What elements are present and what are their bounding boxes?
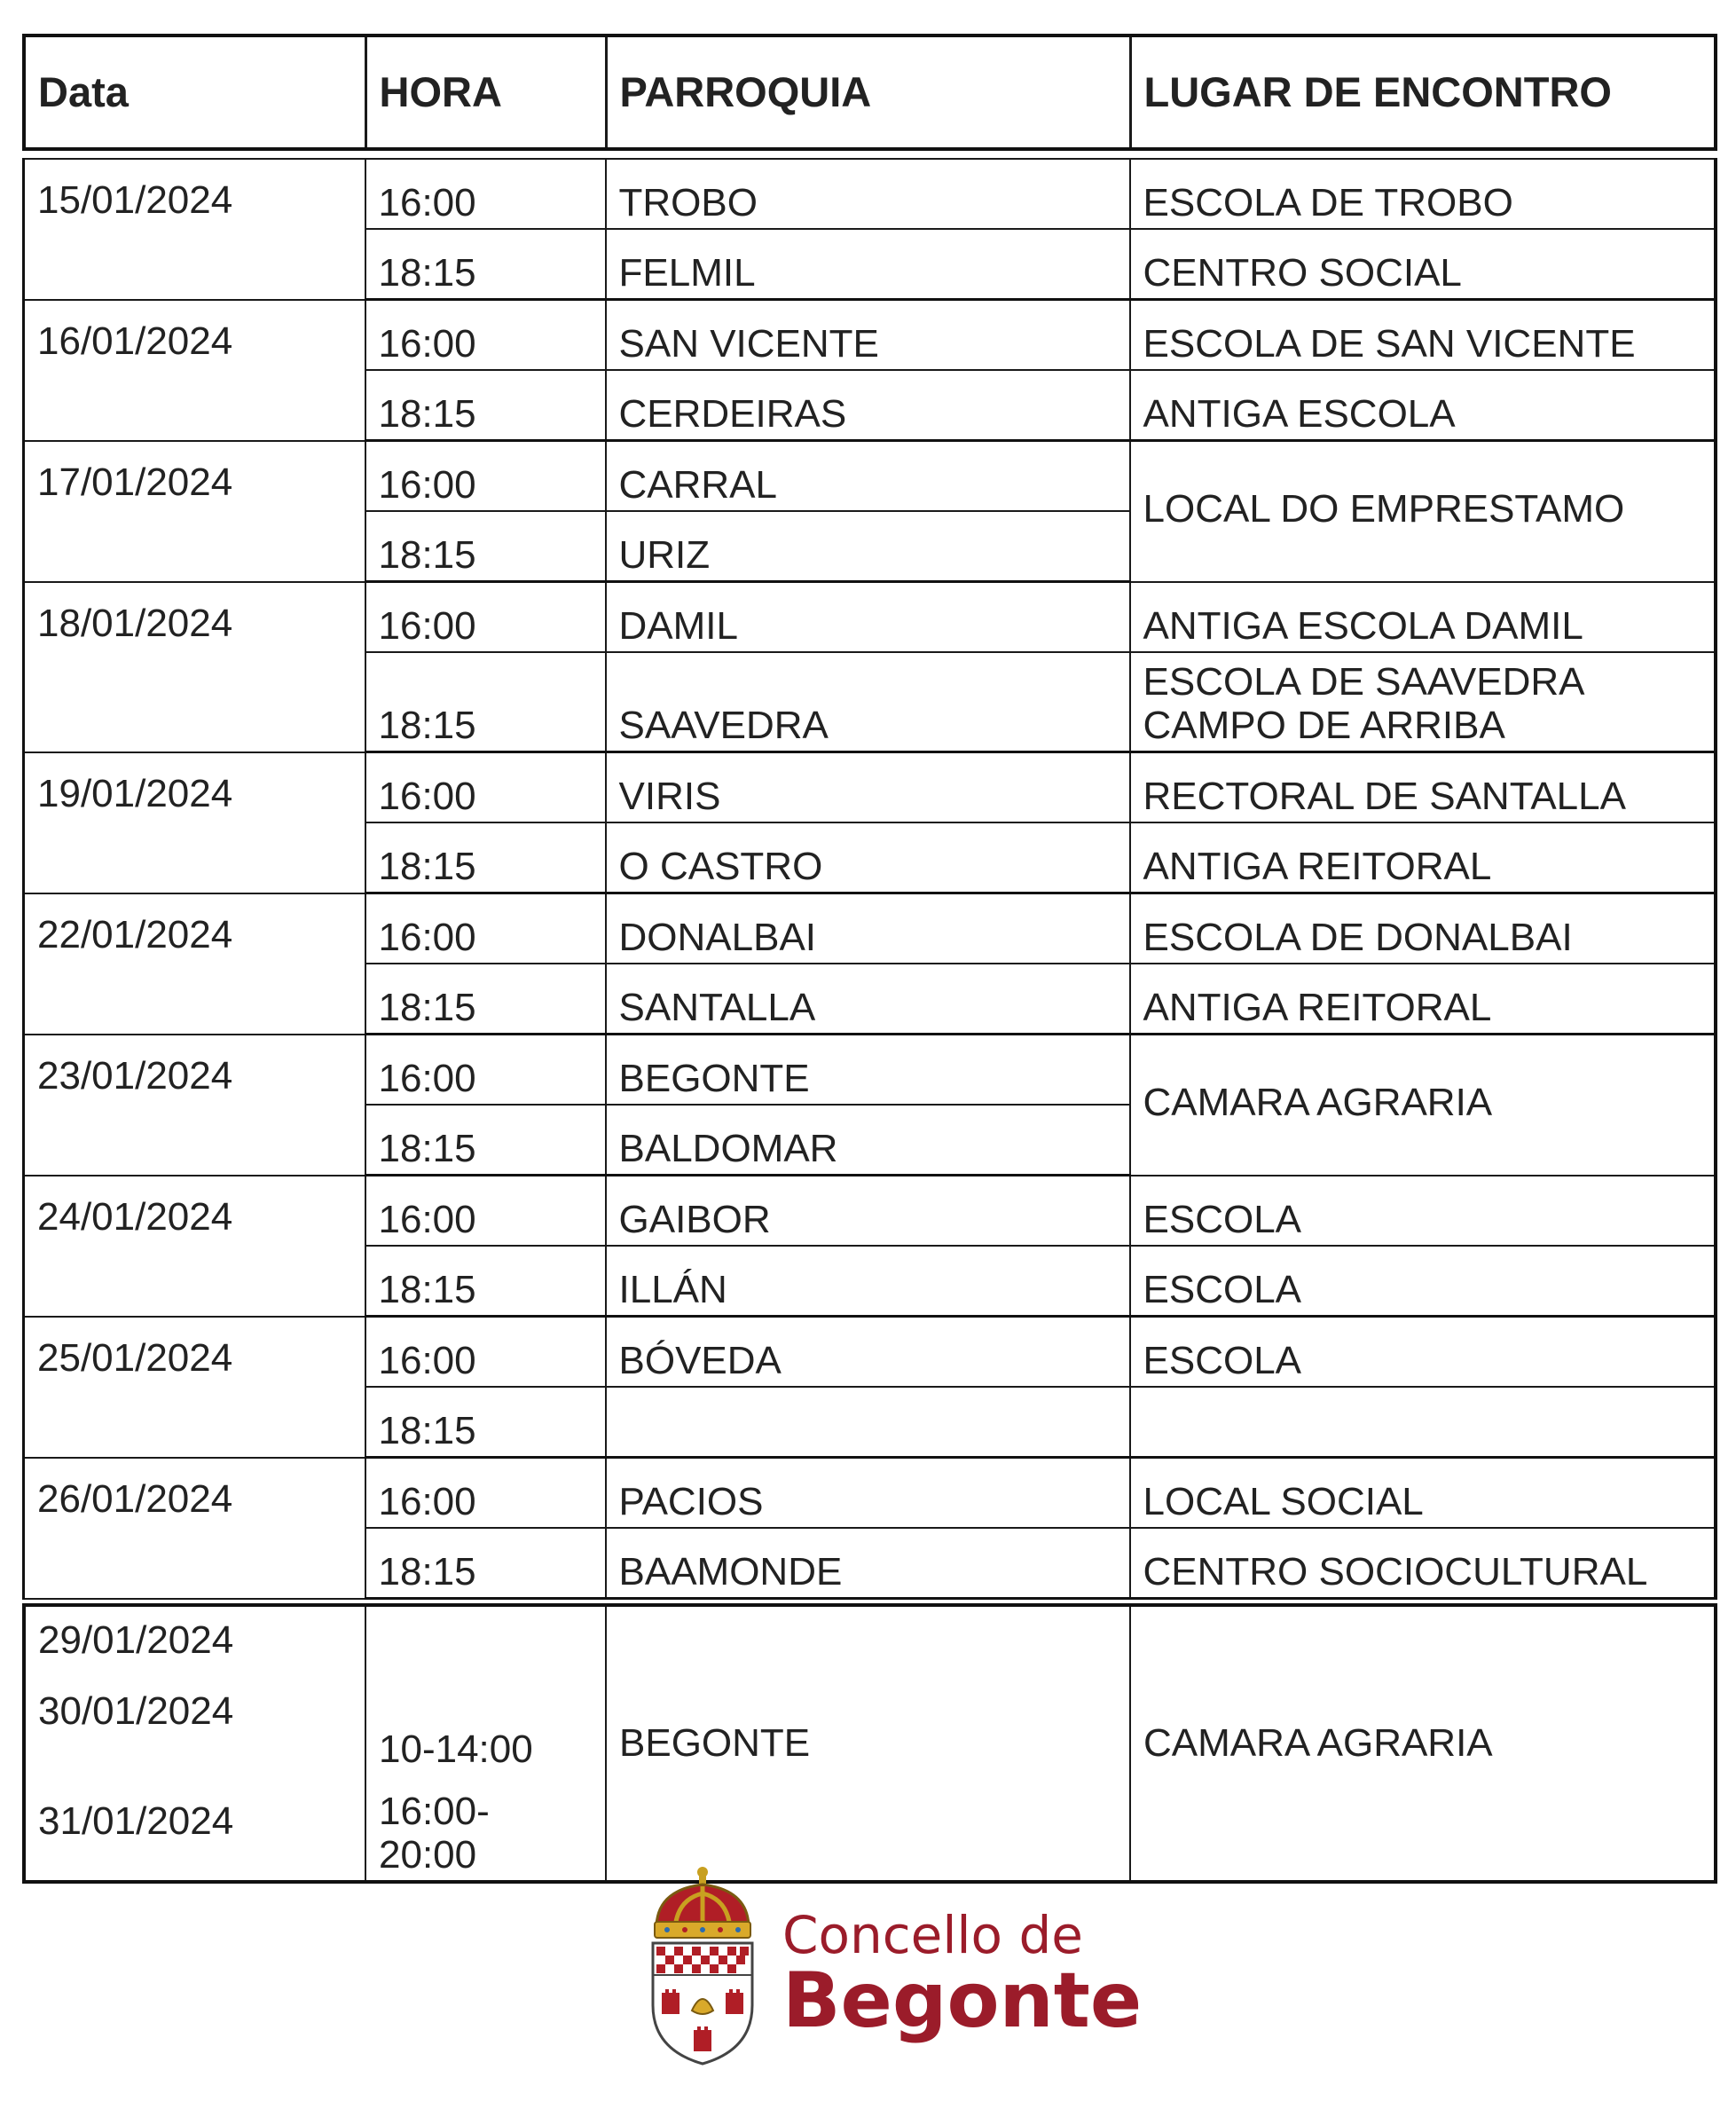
date-cell: 25/01/2024: [24, 1317, 365, 1458]
date-cell: 15/01/2024: [24, 159, 365, 300]
place-cell: CAMARA AGRARIA: [1130, 1035, 1716, 1176]
time-cell: 16:00: [365, 159, 606, 229]
place-cell: ESCOLA DE DONALBAI: [1130, 893, 1716, 964]
time-cell: 16:00: [365, 441, 606, 512]
date-line: 31/01/2024: [38, 1799, 234, 1843]
parish-cell: O CASTRO: [606, 822, 1130, 893]
place-cell: LOCAL SOCIAL: [1130, 1458, 1716, 1529]
coat-of-arms-icon: [640, 1863, 765, 2067]
date-cell: 22/01/2024: [24, 893, 365, 1035]
time-cell: 18:15: [365, 652, 606, 752]
parish-cell: BALDOMAR: [606, 1105, 1130, 1176]
place-cell: ESCOLA DE TROBO: [1130, 159, 1716, 229]
time-cell: 16:00: [365, 582, 606, 653]
table-row: [24, 1458, 1716, 1529]
time-cell: 16:00: [365, 752, 606, 823]
place-cell: CENTRO SOCIOCULTURAL: [1130, 1528, 1716, 1599]
time-line: 10-14:00: [379, 1727, 533, 1771]
date-cell: 26/01/2024: [24, 1458, 365, 1599]
place-cell: ANTIGA REITORAL: [1130, 822, 1716, 893]
place-cell: CENTRO SOCIAL: [1130, 229, 1716, 300]
table-row: [24, 1317, 1716, 1388]
time-cell: 16:00: [365, 300, 606, 371]
time-cell: 18:15: [365, 1528, 606, 1599]
time-cell: 18:15: [365, 964, 606, 1035]
schedule-header: [22, 34, 1717, 151]
time-cell: 16:00: [365, 1458, 606, 1529]
concello-logo: [640, 1863, 1143, 2076]
parish-cell: DAMIL: [606, 582, 1130, 653]
place-cell: LOCAL DO EMPRESTAMO: [1130, 441, 1716, 582]
table-row: [24, 752, 1716, 823]
header-hour: HORA: [365, 35, 606, 149]
parish-cell: ILLÁN: [606, 1246, 1130, 1317]
time-cell: 18:15: [365, 1105, 606, 1176]
parish-cell: CARRAL: [606, 441, 1130, 512]
parish-cell: SAN VICENTE: [606, 300, 1130, 371]
parish-cell: DONALBAI: [606, 893, 1130, 964]
table-row: [24, 441, 1716, 512]
place-cell: ANTIGA REITORAL: [1130, 964, 1716, 1035]
place-cell: ANTIGA ESCOLA DAMIL: [1130, 582, 1716, 653]
table-row: [24, 1035, 1716, 1106]
table-row: [24, 893, 1716, 964]
place-cell: ESCOLA DE SAN VICENTE: [1130, 300, 1716, 371]
parish-cell: BEGONTE: [606, 1035, 1130, 1106]
time-line: 20:00: [379, 1832, 477, 1877]
table-row: [24, 582, 1716, 653]
place-cell: ESCOLA: [1130, 1317, 1716, 1388]
date-cell: [24, 1605, 365, 1882]
parish-cell: [606, 1387, 1130, 1458]
parish-cell: CERDEIRAS: [606, 370, 1130, 441]
parish-cell: BÓVEDA: [606, 1317, 1130, 1388]
date-cell: 24/01/2024: [24, 1176, 365, 1317]
schedule-table: [22, 158, 1717, 1600]
table-row: [24, 1176, 1716, 1247]
time-cell: 18:15: [365, 822, 606, 893]
date-cell: 23/01/2024: [24, 1035, 365, 1176]
final-schedule-block: [22, 1603, 1717, 1884]
parish-cell: GAIBOR: [606, 1176, 1130, 1247]
date-cell: 16/01/2024: [24, 300, 365, 441]
parish-cell: FELMIL: [606, 229, 1130, 300]
time-cell: 18:15: [365, 511, 606, 582]
place-line: CAMPO DE ARRIBA: [1143, 703, 1505, 747]
time-cell: 16:00: [365, 1317, 606, 1388]
header-date: Data: [24, 35, 365, 149]
parish-cell: URIZ: [606, 511, 1130, 582]
place-cell: ANTIGA ESCOLA: [1130, 370, 1716, 441]
schedule-sheet: [22, 34, 1714, 1884]
header-meeting-place: LUGAR DE ENCONTRO: [1130, 35, 1716, 149]
place-cell: RECTORAL DE SANTALLA: [1130, 752, 1716, 823]
logo-line-begonte: Begonte: [782, 1956, 1143, 2045]
time-cell: 18:15: [365, 370, 606, 441]
logo-line-concello: Concello de: [782, 1905, 1083, 1965]
time-cell: 18:15: [365, 229, 606, 300]
place-cell: ESCOLA: [1130, 1176, 1716, 1247]
parish-cell: TROBO: [606, 159, 1130, 229]
parish-cell: BEGONTE: [606, 1605, 1130, 1882]
parish-cell: SAAVEDRA: [606, 652, 1130, 752]
logo-text: [782, 1905, 1143, 2045]
date-cell: 17/01/2024: [24, 441, 365, 582]
date-line: 30/01/2024: [38, 1689, 234, 1733]
time-cell: 18:15: [365, 1246, 606, 1317]
place-cell: [1130, 1387, 1716, 1458]
place-cell: ESCOLA: [1130, 1246, 1716, 1317]
table-row: [24, 1605, 1716, 1882]
parish-cell: SANTALLA: [606, 964, 1130, 1035]
parish-cell: BAAMONDE: [606, 1528, 1130, 1599]
place-line: ESCOLA DE SAAVEDRA: [1143, 660, 1585, 704]
parish-cell: VIRIS: [606, 752, 1130, 823]
time-cell: 16:00: [365, 1176, 606, 1247]
time-cell: [365, 1605, 606, 1882]
date-cell: 19/01/2024: [24, 752, 365, 893]
table-row: [24, 300, 1716, 371]
table-row: [24, 159, 1716, 229]
place-cell: CAMARA AGRARIA: [1130, 1605, 1716, 1882]
date-cell: 18/01/2024: [24, 582, 365, 752]
time-cell: 18:15: [365, 1387, 606, 1458]
place-cell: [1130, 652, 1716, 752]
time-cell: 16:00: [365, 1035, 606, 1106]
header-parish: PARROQUIA: [606, 35, 1130, 149]
parish-cell: PACIOS: [606, 1458, 1130, 1529]
time-line: 16:00-: [379, 1790, 490, 1834]
date-line: 29/01/2024: [38, 1618, 234, 1662]
time-cell: 16:00: [365, 893, 606, 964]
